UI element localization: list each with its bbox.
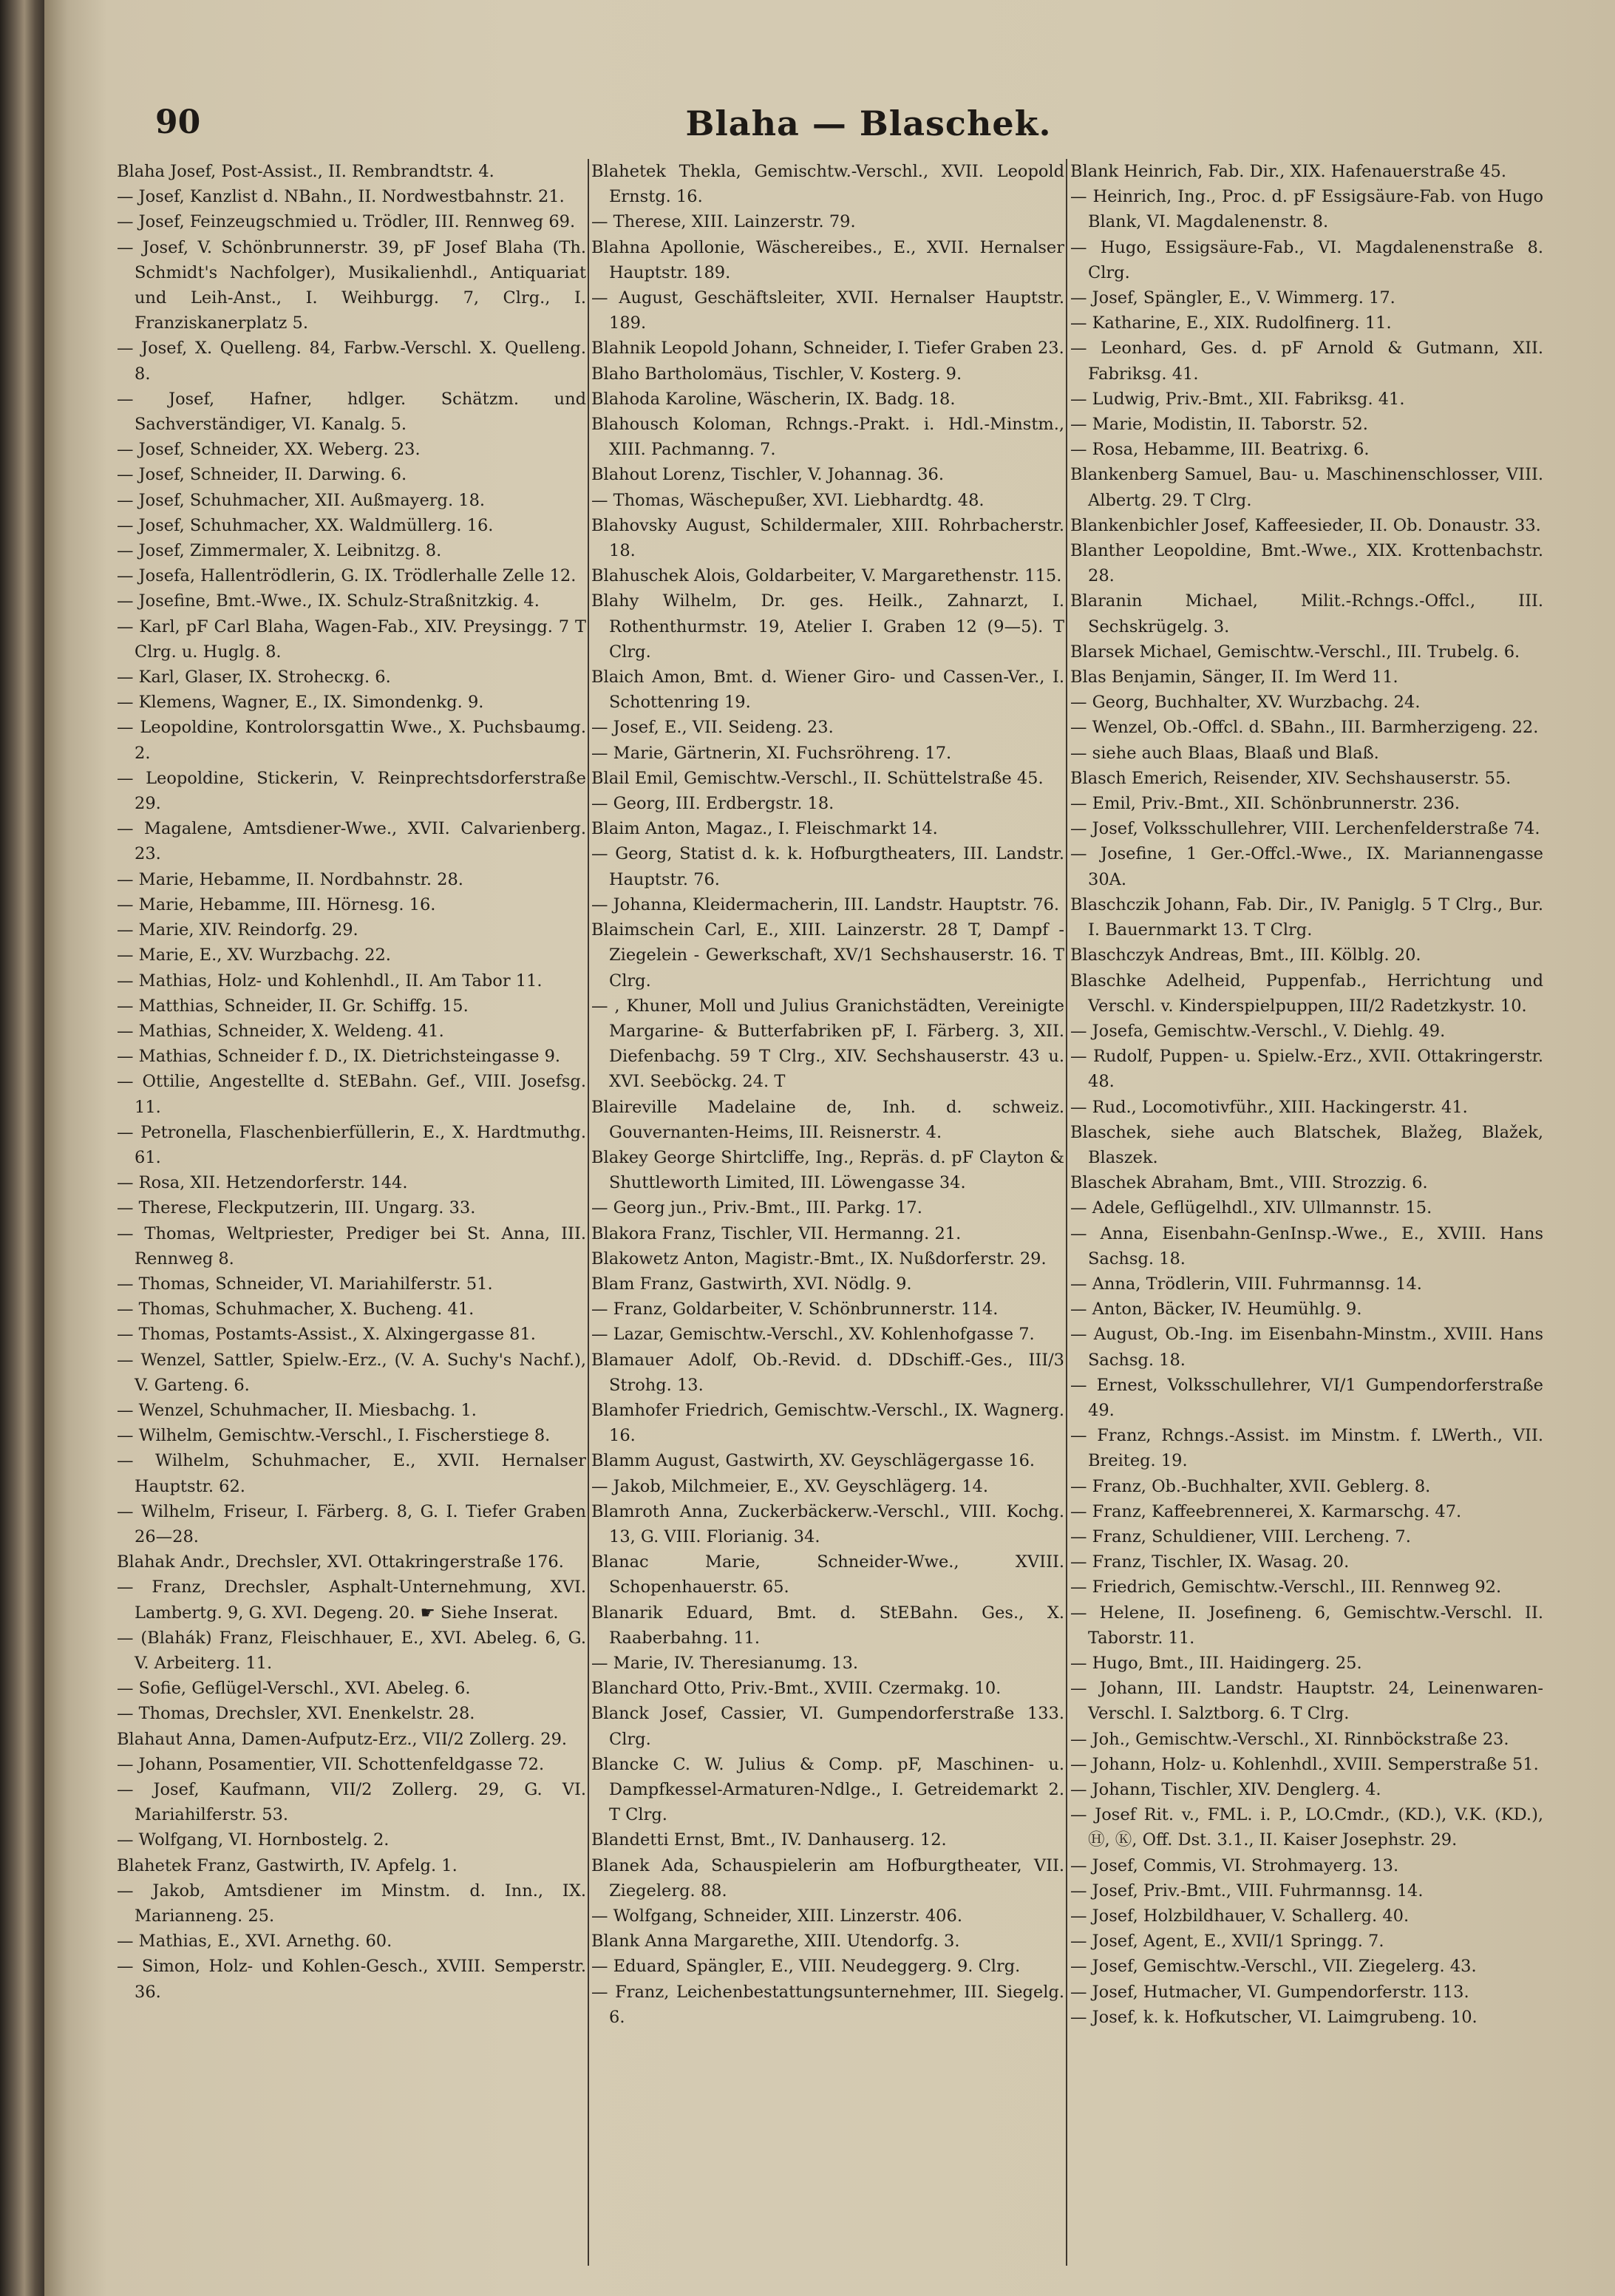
directory-entry: — Josef, Priv.-Bmt., VIII. Fuhrmannsg. 14.: [1070, 1881, 1424, 1901]
directory-entry: — Josef, Hafner, hdlger. Schätzm. und Sachverständiger, VI. Kanalg. 5.: [117, 389, 586, 435]
directory-entry: — Josef, Commis, VI. Strohmayerg. 13.: [1070, 1855, 1399, 1875]
directory-entry: — Leopoldine, Stickerin, V. Reinprechtsdorferstraße 29.: [117, 768, 586, 814]
directory-entry: Blandetti Ernst, Bmt., IV. Danhauserg. 12.: [591, 1830, 947, 1850]
directory-entry: — Wenzel, Sattler, Spielw.-Erz., (V. A. Suchy's Nachf.), V. Garteng. 6.: [117, 1350, 586, 1395]
directory-entry: — Adele, Geflügelhdl., XIV. Ullmannstr. 15.: [1070, 1198, 1432, 1218]
directory-entry: — Josef, X. Quelleng. 84, Farbw.-Verschl. X. Quelleng. 8.: [117, 339, 586, 384]
directory-entry: Blail Emil, Gemischtw.-Verschl., II. Schüttelstraße 45.: [591, 768, 1044, 788]
directory-entry: — Josefine, 1 Ger.-Offcl.-Wwe., IX. Mariannengasse 30A.: [1070, 844, 1543, 889]
directory-entry: — Johann, Holz- u. Kohlenhdl., XVIII. Semperstraße 51.: [1070, 1754, 1539, 1774]
column-rule-right: [1066, 159, 1067, 2266]
directory-entry: Blahnik Leopold Johann, Schneider, I. Tiefer Graben 23.: [591, 339, 1064, 359]
directory-entry: Blahousch Koloman, Rchngs.-Prakt. i. Hdl.-Minstm., XIII. Pachmanng. 7.: [591, 415, 1064, 460]
directory-entry: — Franz, Ob.-Buchhalter, XVII. Geblerg. 8.: [1070, 1476, 1431, 1496]
directory-entry: — Marie, Modistin, II. Taborstr. 52.: [1070, 415, 1368, 435]
directory-entry: — Josefa, Hallentrödlerin, G. IX. Trödlerhalle Zelle 12.: [117, 566, 577, 586]
directory-entry: — Wilhelm, Gemischtw.-Verschl., I. Fischerstiege 8.: [117, 1426, 551, 1446]
directory-entry: — Wenzel, Ob.-Offcl. d. SBahn., III. Barmherzigeng. 22.: [1070, 718, 1539, 738]
directory-entry: — Jakob, Amtsdiener im Minstm. d. Inn., IX. Marianneng. 25.: [117, 1881, 586, 1926]
directory-entry: — Josef, Zimmermaler, X. Leibnitzg. 8.: [117, 541, 442, 561]
directory-entry: Blahaut Anna, Damen-Aufputz-Erz., VII/2 Zollerg. 29.: [117, 1729, 568, 1749]
directory-entry: — Simon, Holz- und Kohlen-Gesch., XVIII. Semperstr. 36.: [117, 1957, 586, 2002]
directory-entry: — Katharine, E., XIX. Rudolfinerg. 11.: [1070, 313, 1392, 333]
directory-entry: — Wolfgang, Schneider, XIII. Linzerstr. 406.: [591, 1906, 962, 1926]
column-rule-left: [588, 159, 589, 2266]
directory-entry: — Ludwig, Priv.-Bmt., XII. Fabriksg. 41.: [1070, 389, 1405, 409]
directory-entry: Blas Benjamin, Sänger, II. Im Werd 11.: [1070, 668, 1398, 687]
directory-entry: — Marie, Hebamme, III. Hörnesg. 16.: [117, 894, 436, 914]
directory-entry: Blahetek Franz, Gastwirth, IV. Apfelg. 1.: [117, 1855, 458, 1875]
directory-entry: Blaschke Adelheid, Puppenfab., Herrichtung und Verschl. v. Kinderspielpuppen, III/2 Radetzkystr. 10.: [1070, 971, 1543, 1016]
directory-entry: Blahovsky August, Schildermaler, XIII. Rohrbacherstr. 18.: [591, 515, 1064, 561]
directory-entry: — Josef, Gemischtw.-Verschl., VII. Ziegelerg. 43.: [1070, 1957, 1477, 1977]
page-number: 90: [155, 103, 201, 141]
directory-entry: — Johann, Posamentier, VII. Schottenfeldgasse 72.: [117, 1754, 545, 1774]
directory-entry: — Ernest, Volksschullehrer, VI/1 Gumpendorferstraße 49.: [1070, 1375, 1543, 1420]
running-head: Blaha — Blaschek.: [685, 103, 1052, 143]
directory-entry: Blanck Josef, Cassier, VI. Gumpendorferstraße 133. Clrg.: [591, 1704, 1064, 1749]
directory-entry: — Eduard, Spängler, E., VIII. Neudeggerg. 9. Clrg.: [591, 1957, 1021, 1977]
directory-entry: — Wenzel, Schuhmacher, II. Miesbachg. 1.: [117, 1400, 477, 1420]
directory-entry: — Marie, XIV. Reindorfg. 29.: [117, 920, 358, 940]
directory-entry: Blahoda Karoline, Wäscherin, IX. Badg. 18.: [591, 389, 956, 409]
directory-entry: — Rosa, XII. Hetzendorferstr. 144.: [117, 1173, 408, 1193]
directory-entry: Blanac Marie, Schneider-Wwe., XVIII. Schopenhauerstr. 65.: [591, 1552, 1064, 1597]
directory-entry: Blahna Apollonie, Wäschereibes., E., XVII. Hernalser Hauptstr. 189.: [591, 237, 1064, 282]
directory-entry: — Josefine, Bmt.-Wwe., IX. Schulz-Straßnitzkig. 4.: [117, 591, 540, 611]
directory-entry: — Mathias, Schneider, X. Weldeng. 41.: [117, 1021, 444, 1041]
directory-entry: — Josef, E., VII. Seideng. 23.: [591, 718, 834, 738]
directory-entry: — Jakob, Milchmeier, E., XV. Geyschlägerg. 14.: [591, 1476, 988, 1496]
directory-entry: — Thomas, Postamts-Assist., X. Alxingergasse 81.: [117, 1325, 536, 1345]
directory-entry: Blank Anna Margarethe, XIII. Utendorfg. 3.: [591, 1932, 960, 1952]
directory-entry: — Johann, Tischler, XIV. Denglerg. 4.: [1070, 1780, 1381, 1799]
directory-entry: — Georg, Buchhalter, XV. Wurzbachg. 24.: [1070, 693, 1421, 713]
directory-entry: — Therese, XIII. Lainzerstr. 79.: [591, 212, 856, 232]
directory-entry: — Josef, Schuhmacher, XX. Waldmüllerg. 16.: [117, 515, 494, 535]
directory-entry: Blaireville Madelaine de, Inh. d. schweiz. Gouvernanten-Heims, III. Reisnerstr. 4.: [591, 1097, 1064, 1142]
directory-entry: — Thomas, Wäschepußer, XVI. Liebhardtg. 48.: [591, 490, 985, 510]
directory-entry: — Rudolf, Puppen- u. Spielw.-Erz., XVII. Ottakringerstr. 48.: [1070, 1047, 1543, 1092]
directory-entry: — Leonhard, Ges. d. pF Arnold & Gutmann, XII. Fabriksg. 41.: [1070, 339, 1543, 384]
directory-entry: — Franz, Goldarbeiter, V. Schönbrunnerstr. 114.: [591, 1300, 999, 1319]
directory-entry: — Mathias, E., XVI. Arnethg. 60.: [117, 1932, 392, 1952]
directory-entry: — Josef, Schneider, II. Darwing. 6.: [117, 465, 407, 485]
directory-entry: — Marie, IV. Theresianumg. 13.: [591, 1653, 859, 1673]
directory-entry: — Lazar, Gemischtw.-Verschl., XV. Kohlenhofgasse 7.: [591, 1325, 1035, 1345]
directory-entry: — Joh., Gemischtw.-Verschl., XI. Rinnböckstraße 23.: [1070, 1729, 1509, 1749]
directory-entry: — Franz, Rchngs.-Assist. im Minstm. f. LWerth., VII. Breiteg. 19.: [1070, 1426, 1543, 1471]
directory-entry: — Franz, Leichenbestattungsunternehmer, III. Siegelg. 6.: [591, 1982, 1064, 2027]
directory-entry: — Josef, Holzbildhauer, V. Schallerg. 40.: [1070, 1906, 1410, 1926]
directory-entry: Blakora Franz, Tischler, VII. Hermanng. 21.: [591, 1223, 962, 1243]
directory-entry: — (Blahák) Franz, Fleischhauer, E., XVI. Abeleg. 6, G. V. Arbeiterg. 11.: [117, 1628, 586, 1673]
directory-entry: — Hugo, Essigsäure-Fab., VI. Magdalenenstraße 8. Clrg.: [1070, 237, 1543, 282]
directory-entry: — Josef, V. Schönbrunnerstr. 39, pF Josef Blaha (Th. Schmidt's Nachfolger), Musikalienhdl., Antiquariat und Leih-Anst., I. Weihburgg. 7, Clrg., I. Franziskanerplatz 5.: [117, 237, 586, 333]
directory-entry: — Josef, Schuhmacher, XII. Außmayerg. 18.: [117, 490, 486, 510]
column-1: [117, 159, 586, 2273]
directory-entry: Blancke C. W. Julius & Comp. pF, Maschinen- u. Dampfkessel-Armaturen-Ndlge., I. Getreidemarkt 2. T Clrg.: [591, 1754, 1064, 1825]
directory-entry: — Marie, Hebamme, II. Nordbahnstr. 28.: [117, 869, 463, 889]
directory-entry: — Georg, Statist d. k. k. Hofburgtheaters, III. Landstr. Hauptstr. 76.: [591, 844, 1064, 889]
directory-entry: — Mathias, Holz- und Kohlenhdl., II. Am Tabor 11.: [117, 971, 543, 991]
directory-entry: Blaschek Abraham, Bmt., VIII. Strozzig. 6.: [1070, 1173, 1428, 1193]
directory-entry: — Anton, Bäcker, IV. Heumühlg. 9.: [1070, 1300, 1362, 1319]
directory-entry: Blaimschein Carl, E., XIII. Lainzerstr. 28 T, Dampf - Ziegelein - Gewerkschaft, XV/1 Sechshauserstr. 16. T Clrg.: [591, 920, 1064, 991]
directory-entry: — Josef Rit. v., FML. i. P., LO.Cmdr., (KD.), V.K. (KD.), Ⓗ, Ⓚ, Off. Dst. 3.1., II. Kaiser Josephstr. 29.: [1070, 1805, 1543, 1850]
directory-entry: — Wilhelm, Friseur, I. Färberg. 8, G. I. Tiefer Graben 26—28.: [117, 1501, 586, 1546]
directory-entry: Blahy Wilhelm, Dr. ges. Heilk., Zahnarzt, I. Rothenthurmstr. 19, Atelier I. Graben 12 (9—5). T Clrg.: [591, 591, 1064, 662]
directory-entry: — Helene, II. Josefineng. 6, Gemischtw.-Verschl. II. Taborstr. 11.: [1070, 1603, 1543, 1648]
directory-entry: Blaich Amon, Bmt. d. Wiener Giro- und Cassen-Ver., I. Schottenring 19.: [591, 668, 1064, 713]
directory-entry: — Magalene, Amtsdiener-Wwe., XVII. Calvarienberg. 23.: [117, 819, 586, 864]
directory-entry: — Josef, Hutmacher, VI. Gumpendorferstr. 113.: [1070, 1982, 1469, 2002]
directory-entry: — Josef, Schneider, XX. Weberg. 23.: [117, 440, 421, 460]
directory-entry: — Wilhelm, Schuhmacher, E., XVII. Hernalser Hauptstr. 62.: [117, 1451, 586, 1496]
directory-entry: Blanther Leopoldine, Bmt.-Wwe., XIX. Krottenbachstr. 28.: [1070, 541, 1543, 586]
directory-entry: — Karl, pF Carl Blaha, Wagen-Fab., XIV. Preysingg. 7 T Clrg. u. Huglg. 8.: [117, 617, 586, 662]
column-3: [1070, 159, 1543, 2273]
directory-entry: Blamroth Anna, Zuckerbäckerw.-Verschl., VIII. Kochg. 13, G. VIII. Florianig. 34.: [591, 1501, 1064, 1546]
directory-entry: — Georg, III. Erdbergstr. 18.: [591, 794, 834, 814]
directory-entry: — Sofie, Geflügel-Verschl., XVI. Abeleg. 6.: [117, 1679, 471, 1699]
directory-entry: — Josef, k. k. Hofkutscher, VI. Laimgrubeng. 10.: [1070, 2007, 1478, 2027]
book-spine: [0, 0, 44, 2296]
directory-entry: Blank Heinrich, Fab. Dir., XIX. Hafenauerstraße 45.: [1070, 162, 1506, 181]
directory-entry: Blahout Lorenz, Tischler, V. Johannag. 36.: [591, 465, 944, 485]
directory-entry: — Thomas, Weltpriester, Prediger bei St. Anna, III. Rennweg 8.: [117, 1223, 586, 1268]
directory-entry: Blaschczyk Andreas, Bmt., III. Kölblg. 20.: [1070, 945, 1421, 965]
directory-entry: Blamhofer Friedrich, Gemischtw.-Verschl., IX. Wagnerg. 16.: [591, 1400, 1064, 1446]
directory-entry: — Josefa, Gemischtw.-Verschl., V. Diehlg. 49.: [1070, 1021, 1446, 1041]
directory-entry: — Johann, III. Landstr. Hauptstr. 24, Leinenwaren-Verschl. I. Salztborg. 6. T Clrg.: [1070, 1679, 1543, 1724]
directory-entry: — Josef, Kaufmann, VII/2 Zollerg. 29, G. VI. Mariahilferstr. 53.: [117, 1780, 586, 1825]
directory-entry: — Marie, Gärtnerin, XI. Fuchsröhreng. 17.: [591, 743, 952, 763]
directory-entry: Blasch Emerich, Reisender, XIV. Sechshauserstr. 55.: [1070, 768, 1512, 788]
directory-entry: — Franz, Schuldiener, VIII. Lercheng. 7.: [1070, 1526, 1411, 1546]
directory-entry: — Franz, Kaffeebrennerei, X. Karmarschg. 47.: [1070, 1501, 1462, 1521]
directory-entry: Blahetek Thekla, Gemischtw.-Verschl., XVII. Leopold Ernstg. 16.: [591, 162, 1064, 207]
directory-entry: — Johanna, Kleidermacherin, III. Landstr. Hauptstr. 76.: [591, 894, 1060, 914]
directory-entry: — Josef, Volksschullehrer, VIII. Lerchenfelderstraße 74.: [1070, 819, 1540, 839]
directory-entry: — Thomas, Schneider, VI. Mariahilferstr. 51.: [117, 1274, 493, 1294]
directory-entry: — Leopoldine, Kontrolorsgattin Wwe., X. Puchsbaumg. 2.: [117, 718, 586, 763]
directory-entry: — Thomas, Drechsler, XVI. Enenkelstr. 28.: [117, 1704, 475, 1724]
directory-entry: — siehe auch Blaas, Blaaß und Blaß.: [1070, 743, 1379, 763]
directory-entry: — Josef, Agent, E., XVII/1 Springg. 7.: [1070, 1932, 1384, 1952]
directory-entry: Blahuschek Alois, Goldarbeiter, V. Margarethenstr. 115.: [591, 566, 1062, 586]
directory-entry: — Thomas, Schuhmacher, X. Bucheng. 41.: [117, 1300, 475, 1319]
directory-entry: — Wolfgang, VI. Hornbostelg. 2.: [117, 1830, 390, 1850]
directory-entry: — Heinrich, Ing., Proc. d. pF Essigsäure-Fab. von Hugo Blank, VI. Magdalenenstr. 8.: [1070, 187, 1543, 232]
directory-entry: — Georg jun., Priv.-Bmt., III. Parkg. 17.: [591, 1198, 922, 1218]
directory-entry: Blankenberg Samuel, Bau- u. Maschinenschlosser, VIII. Albertg. 29. T Clrg.: [1070, 465, 1543, 510]
directory-entry: — Rud., Locomotivführ., XIII. Hackingerstr. 41.: [1070, 1097, 1468, 1117]
directory-entry: Blaim Anton, Magaz., I. Fleischmarkt 14.: [591, 819, 938, 839]
directory-entry: — August, Ob.-Ing. im Eisenbahn-Minstm., XVIII. Hans Sachsg. 18.: [1070, 1325, 1543, 1370]
directory-entry: Blanarik Eduard, Bmt. d. StEBahn. Ges., X. Raaberbahng. 11.: [591, 1603, 1064, 1648]
directory-entry: — Josef, Spängler, E., V. Wimmerg. 17.: [1070, 288, 1395, 308]
directory-entry: — Hugo, Bmt., III. Haidingerg. 25.: [1070, 1653, 1362, 1673]
directory-entry: — Ottilie, Angestellte d. StEBahn. Gef., VIII. Josefsg. 11.: [117, 1072, 586, 1117]
directory-entry: Blaschczik Johann, Fab. Dir., IV. Paniglg. 5 T Clrg., Bur. I. Bauernmarkt 13. T Clrg.: [1070, 894, 1543, 940]
directory-entry: — , Khuner, Moll und Julius Granichstädten, Vereinigte Margarine- & Butterfabriken pF, I. Färberg. 3, XII. Diefenbachg. 59 T Clrg., XIV. Sechshauserstr. 43 u. XVI. Seeböckg. 24. T: [591, 996, 1064, 1092]
directory-entry: — Emil, Priv.-Bmt., XII. Schönbrunnerstr. 236.: [1070, 794, 1460, 814]
directory-entry: Blamauer Adolf, Ob.-Revid. d. DDschiff.-Ges., III/3 Strohg. 13.: [591, 1350, 1064, 1395]
directory-entry: Blankenbichler Josef, Kaffeesieder, II. Ob. Donaustr. 33.: [1070, 515, 1541, 535]
column-2: [591, 159, 1064, 2273]
directory-entry: Blanchard Otto, Priv.-Bmt., XVIII. Czermakg. 10.: [591, 1679, 1002, 1699]
directory-entry: — August, Geschäftsleiter, XVII. Hernalser Hauptstr. 189.: [591, 288, 1064, 333]
directory-entry: — Matthias, Schneider, II. Gr. Schiffg. 15.: [117, 996, 469, 1016]
directory-entry: — Therese, Fleckputzerin, III. Ungarg. 33.: [117, 1198, 476, 1218]
directory-entry: — Marie, E., XV. Wurzbachg. 22.: [117, 945, 391, 965]
directory-entry: — Josef, Kanzlist d. NBahn., II. Nordwestbahnstr. 21.: [117, 187, 565, 207]
directory-entry: Blakey George Shirtcliffe, Ing., Repräs. d. pF Clayton & Shuttleworth Limited, III. Löwengasse 34.: [591, 1147, 1064, 1193]
directory-entry: — Rosa, Hebamme, III. Beatrixg. 6.: [1070, 440, 1370, 460]
directory-entry: Blakowetz Anton, Magistr.-Bmt., IX. Nußdorferstr. 29.: [591, 1249, 1047, 1268]
directory-entry: — Petronella, Flaschenbierfüllerin, E., X. Hardtmuthg. 61.: [117, 1122, 586, 1167]
directory-entry: Blamm August, Gastwirth, XV. Geyschlägergasse 16.: [591, 1451, 1036, 1471]
directory-entry: — Franz, Tischler, IX. Wasag. 20.: [1070, 1552, 1350, 1572]
directory-entry: Blarsek Michael, Gemischtw.-Verschl., III. Trubelg. 6.: [1070, 642, 1520, 662]
directory-entry: Blaschek, siehe auch Blatschek, Blažeg, Blažek, Blaszek.: [1070, 1122, 1543, 1167]
directory-entry: — Klemens, Wagner, E., IX. Simondenkg. 9.: [117, 693, 484, 713]
directory-entry: — Franz, Drechsler, Asphalt-Unternehmung, XVI. Lambertg. 9, G. XVI. Degeng. 20. ☛ Siehe Inserat.: [117, 1577, 586, 1623]
directory-entry: — Anna, Eisenbahn-GenInsp.-Wwe., E., XVIII. Hans Sachsg. 18.: [1070, 1223, 1543, 1268]
directory-entry: Blaranin Michael, Milit.-Rchngs.-Offcl., III. Sechskrügelg. 3.: [1070, 591, 1543, 636]
directory-entry: Blahak Andr., Drechsler, XVI. Ottakringerstraße 176.: [117, 1552, 564, 1572]
directory-entry: — Karl, Glaser, IX. Strohecкg. 6.: [117, 668, 391, 687]
directory-entry: Blam Franz, Gastwirth, XVI. Nödlg. 9.: [591, 1274, 912, 1294]
directory-entry: — Friedrich, Gemischtw.-Verschl., III. Rennweg 92.: [1070, 1577, 1502, 1597]
directory-entry: Blaha Josef, Post-Assist., II. Rembrandtstr. 4.: [117, 162, 494, 181]
page-header: [155, 103, 1582, 155]
directory-entry: Blanek Ada, Schauspielerin am Hofburgtheater, VII. Ziegelerg. 88.: [591, 1855, 1064, 1901]
directory-entry: — Mathias, Schneider f. D., IX. Dietrichsteingasse 9.: [117, 1047, 561, 1067]
directory-entry: Blaho Bartholomäus, Tischler, V. Kosterg. 9.: [591, 364, 962, 384]
directory-entry: — Anna, Trödlerin, VIII. Fuhrmannsg. 14.: [1070, 1274, 1422, 1294]
directory-entry: — Josef, Feinzeugschmied u. Trödler, III. Rennweg 69.: [117, 212, 576, 232]
